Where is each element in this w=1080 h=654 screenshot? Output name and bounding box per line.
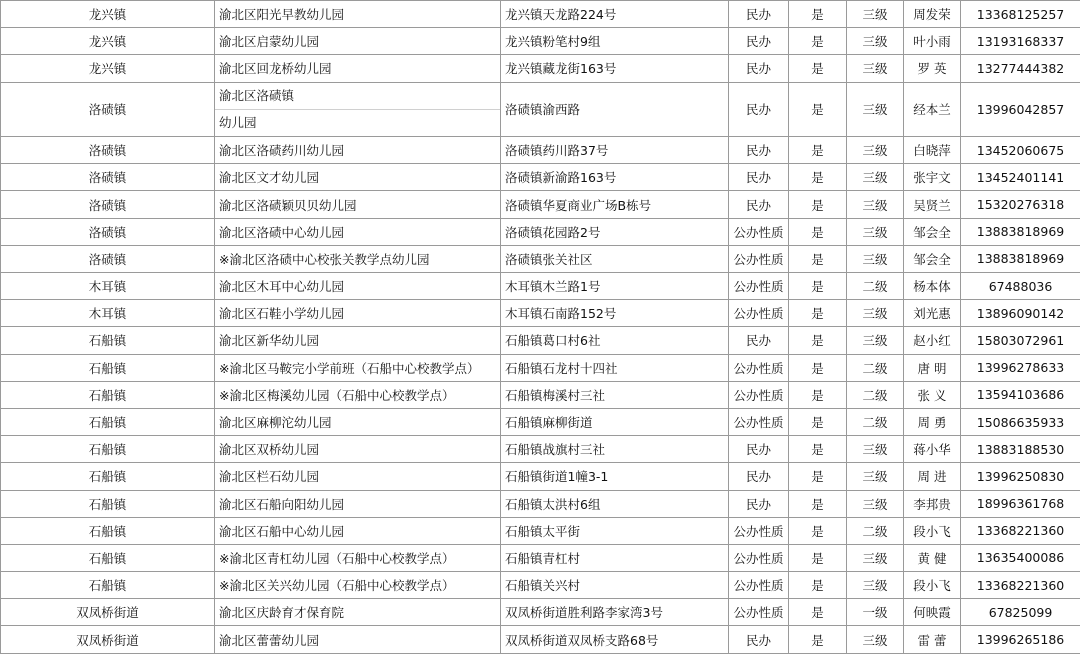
- cell-person: 罗 英: [904, 55, 961, 82]
- cell-grade: 三级: [847, 28, 904, 55]
- cell-person: 李邦贵: [904, 490, 961, 517]
- cell-yes: 是: [789, 1, 847, 28]
- cell-town: 石船镇: [1, 490, 215, 517]
- cell-phone: 13594103686: [961, 381, 1080, 408]
- cell-phone: 13368221360: [961, 572, 1080, 599]
- table-row: [1, 436, 1080, 463]
- cell-person: 白晓萍: [904, 137, 961, 164]
- cell-addr: 木耳镇木兰路1号: [501, 273, 729, 300]
- cell-person: 何映霞: [904, 599, 961, 626]
- cell-yes: 是: [789, 82, 847, 137]
- cell-phone: 13883188530: [961, 436, 1080, 463]
- cell-addr: 双凤桥街道胜利路李家湾3号: [501, 599, 729, 626]
- cell-town: 石船镇: [1, 354, 215, 381]
- cell-grade: 三级: [847, 490, 904, 517]
- cell-yes: 是: [789, 55, 847, 82]
- cell-addr: 龙兴镇藏龙街163号: [501, 55, 729, 82]
- cell-grade: 三级: [847, 137, 904, 164]
- cell-addr: 龙兴镇粉笔村9组: [501, 28, 729, 55]
- cell-phone: 13193168337: [961, 28, 1080, 55]
- cell-addr: 石船镇梅溪村三社: [501, 381, 729, 408]
- cell-yes: 是: [789, 354, 847, 381]
- cell-yes: 是: [789, 626, 847, 653]
- cell-nature: 公办性质: [729, 517, 789, 544]
- cell-addr: 石船镇战旗村三社: [501, 436, 729, 463]
- cell-nature: 公办性质: [729, 381, 789, 408]
- cell-grade: 三级: [847, 626, 904, 653]
- cell-person: 段小飞: [904, 517, 961, 544]
- table-row: [1, 381, 1080, 408]
- cell-person: 周 勇: [904, 408, 961, 435]
- cell-phone: 13996278633: [961, 354, 1080, 381]
- cell-grade: 三级: [847, 300, 904, 327]
- table-row: [1, 354, 1080, 381]
- table-row: [1, 28, 1080, 55]
- table-row: [1, 218, 1080, 245]
- cell-nature: 公办性质: [729, 300, 789, 327]
- cell-addr: 洛碛镇华夏商业广场B栋号: [501, 191, 729, 218]
- cell-person: 邹会全: [904, 245, 961, 272]
- cell-name: ※渝北区马鞍完小学前班（石船中心校教学点）: [215, 354, 501, 381]
- cell-town: 龙兴镇: [1, 1, 215, 28]
- cell-person: 周发荣: [904, 1, 961, 28]
- cell-grade: 一级: [847, 599, 904, 626]
- table-row: [1, 245, 1080, 272]
- table-row: [1, 408, 1080, 435]
- cell-yes: 是: [789, 599, 847, 626]
- cell-town: 龙兴镇: [1, 55, 215, 82]
- cell-name: 渝北区回龙桥幼儿园: [215, 55, 501, 82]
- cell-addr: 石船镇石龙村十四社: [501, 354, 729, 381]
- table-row: [1, 572, 1080, 599]
- cell-person: 吴贤兰: [904, 191, 961, 218]
- table-row: [1, 463, 1080, 490]
- cell-addr: 洛碛镇渝西路: [501, 82, 729, 137]
- cell-addr: 洛碛镇花园路2号: [501, 218, 729, 245]
- cell-grade: 三级: [847, 1, 904, 28]
- cell-person: 赵小红: [904, 327, 961, 354]
- cell-grade: 二级: [847, 408, 904, 435]
- cell-person: 经本兰: [904, 82, 961, 137]
- table-row: [1, 517, 1080, 544]
- cell-person: 张 义: [904, 381, 961, 408]
- cell-name: 渝北区栏石幼儿园: [215, 463, 501, 490]
- cell-addr: 石船镇葛口村6社: [501, 327, 729, 354]
- cell-nature: 民办: [729, 137, 789, 164]
- cell-person: 段小飞: [904, 572, 961, 599]
- cell-grade: 三级: [847, 327, 904, 354]
- table-row: [1, 82, 1080, 137]
- cell-name: [215, 82, 501, 137]
- cell-phone: 13368221360: [961, 517, 1080, 544]
- cell-addr: 石船镇太平街: [501, 517, 729, 544]
- cell-nature: 民办: [729, 164, 789, 191]
- table-row: [1, 191, 1080, 218]
- cell-person: 杨本体: [904, 273, 961, 300]
- cell-town: 双凤桥街道: [1, 626, 215, 653]
- cell-town: 石船镇: [1, 544, 215, 571]
- cell-phone: 18996361768: [961, 490, 1080, 517]
- cell-grade: 三级: [847, 218, 904, 245]
- cell-town: 石船镇: [1, 327, 215, 354]
- cell-nature: 民办: [729, 436, 789, 463]
- cell-nature: 民办: [729, 55, 789, 82]
- cell-name: ※渝北区梅溪幼儿园（石船中心校教学点）: [215, 381, 501, 408]
- cell-name: 渝北区洛碛中心幼儿园: [215, 218, 501, 245]
- table-row: [1, 273, 1080, 300]
- cell-yes: 是: [789, 490, 847, 517]
- cell-name: 渝北区蕾蕾幼儿园: [215, 626, 501, 653]
- cell-phone: 13896090142: [961, 300, 1080, 327]
- table-row: [1, 626, 1080, 653]
- cell-yes: 是: [789, 300, 847, 327]
- cell-name: 渝北区麻柳沱幼儿园: [215, 408, 501, 435]
- cell-nature: 民办: [729, 191, 789, 218]
- cell-yes: 是: [789, 218, 847, 245]
- cell-town: 双凤桥街道: [1, 599, 215, 626]
- cell-grade: 二级: [847, 354, 904, 381]
- cell-yes: 是: [789, 245, 847, 272]
- cell-addr: 石船镇青杠村: [501, 544, 729, 571]
- cell-yes: 是: [789, 273, 847, 300]
- cell-town: 石船镇: [1, 463, 215, 490]
- cell-town: 石船镇: [1, 436, 215, 463]
- cell-name: 渝北区启蒙幼儿园: [215, 28, 501, 55]
- cell-grade: 三级: [847, 544, 904, 571]
- cell-nature: 公办性质: [729, 408, 789, 435]
- table-row: [1, 137, 1080, 164]
- cell-nature: 民办: [729, 327, 789, 354]
- cell-addr: 洛碛镇张关社区: [501, 245, 729, 272]
- cell-person: 黄 健: [904, 544, 961, 571]
- cell-phone: 13368125257: [961, 1, 1080, 28]
- cell-name: 渝北区石船向阳幼儿园: [215, 490, 501, 517]
- cell-yes: 是: [789, 381, 847, 408]
- cell-yes: 是: [789, 137, 847, 164]
- cell-town: 洛碛镇: [1, 82, 215, 137]
- cell-grade: 二级: [847, 273, 904, 300]
- cell-phone: 15086635933: [961, 408, 1080, 435]
- cell-phone: 15320276318: [961, 191, 1080, 218]
- cell-yes: 是: [789, 572, 847, 599]
- cell-grade: 二级: [847, 517, 904, 544]
- cell-town: 木耳镇: [1, 300, 215, 327]
- table-row: [1, 1, 1080, 28]
- cell-grade: 三级: [847, 164, 904, 191]
- table-row: [1, 300, 1080, 327]
- cell-phone: 13277444382: [961, 55, 1080, 82]
- cell-person: 刘光惠: [904, 300, 961, 327]
- cell-name: ※渝北区青杠幼儿园（石船中心校教学点）: [215, 544, 501, 571]
- cell-person: 雷 蕾: [904, 626, 961, 653]
- cell-addr: 石船镇麻柳街道: [501, 408, 729, 435]
- cell-name-line2: 幼儿园: [219, 110, 496, 136]
- cell-nature: 民办: [729, 28, 789, 55]
- cell-town: 洛碛镇: [1, 191, 215, 218]
- cell-yes: 是: [789, 408, 847, 435]
- cell-name: 渝北区文才幼儿园: [215, 164, 501, 191]
- cell-name: 渝北区石船中心幼儿园: [215, 517, 501, 544]
- cell-town: 洛碛镇: [1, 245, 215, 272]
- cell-nature: 公办性质: [729, 544, 789, 571]
- cell-phone: 13452060675: [961, 137, 1080, 164]
- cell-town: 龙兴镇: [1, 28, 215, 55]
- table-row: [1, 490, 1080, 517]
- cell-nature: 公办性质: [729, 572, 789, 599]
- table-row: [1, 164, 1080, 191]
- cell-nature: 民办: [729, 1, 789, 28]
- cell-yes: 是: [789, 28, 847, 55]
- cell-town: 石船镇: [1, 408, 215, 435]
- cell-addr: 木耳镇石南路152号: [501, 300, 729, 327]
- cell-nature: 民办: [729, 82, 789, 137]
- cell-addr: 洛碛镇药川路37号: [501, 137, 729, 164]
- cell-phone: 67488036: [961, 273, 1080, 300]
- cell-person: 张宇文: [904, 164, 961, 191]
- cell-yes: 是: [789, 191, 847, 218]
- cell-grade: 三级: [847, 245, 904, 272]
- cell-nature: 公办性质: [729, 354, 789, 381]
- cell-person: 邹会全: [904, 218, 961, 245]
- cell-nature: 民办: [729, 626, 789, 653]
- cell-grade: 二级: [847, 381, 904, 408]
- cell-yes: 是: [789, 436, 847, 463]
- table-body: [1, 1, 1080, 654]
- table-row: [1, 599, 1080, 626]
- table-row: [1, 55, 1080, 82]
- table-row: [1, 327, 1080, 354]
- cell-phone: 13635400086: [961, 544, 1080, 571]
- cell-phone: 13883818969: [961, 245, 1080, 272]
- cell-nature: 民办: [729, 463, 789, 490]
- cell-name: ※渝北区关兴幼儿园（石船中心校教学点）: [215, 572, 501, 599]
- cell-phone: 13883818969: [961, 218, 1080, 245]
- cell-grade: 三级: [847, 572, 904, 599]
- cell-town: 石船镇: [1, 572, 215, 599]
- cell-name: 渝北区阳光早教幼儿园: [215, 1, 501, 28]
- table-row: [1, 544, 1080, 571]
- cell-name: 渝北区庆龄育才保育院: [215, 599, 501, 626]
- cell-name: 渝北区洛碛颖贝贝幼儿园: [215, 191, 501, 218]
- cell-nature: 公办性质: [729, 599, 789, 626]
- cell-nature: 民办: [729, 490, 789, 517]
- cell-town: 石船镇: [1, 517, 215, 544]
- cell-town: 洛碛镇: [1, 137, 215, 164]
- cell-addr: 洛碛镇新渝路163号: [501, 164, 729, 191]
- cell-yes: 是: [789, 544, 847, 571]
- cell-town: 石船镇: [1, 381, 215, 408]
- cell-nature: 公办性质: [729, 273, 789, 300]
- cell-phone: 15803072961: [961, 327, 1080, 354]
- cell-name: 渝北区双桥幼儿园: [215, 436, 501, 463]
- cell-nature: 公办性质: [729, 218, 789, 245]
- cell-yes: 是: [789, 517, 847, 544]
- cell-phone: 13996265186: [961, 626, 1080, 653]
- cell-name: 渝北区洛碛药川幼儿园: [215, 137, 501, 164]
- cell-phone: 67825099: [961, 599, 1080, 626]
- cell-yes: 是: [789, 164, 847, 191]
- cell-name: 渝北区新华幼儿园: [215, 327, 501, 354]
- cell-yes: 是: [789, 327, 847, 354]
- cell-addr: 石船镇关兴村: [501, 572, 729, 599]
- cell-addr: 双凤桥街道双凤桥支路68号: [501, 626, 729, 653]
- cell-addr: 龙兴镇天龙路224号: [501, 1, 729, 28]
- cell-grade: 三级: [847, 436, 904, 463]
- cell-name: 渝北区石鞋小学幼儿园: [215, 300, 501, 327]
- cell-phone: 13996042857: [961, 82, 1080, 137]
- cell-town: 洛碛镇: [1, 164, 215, 191]
- cell-person: 蒋小华: [904, 436, 961, 463]
- cell-name-line1: 渝北区洛碛镇: [215, 83, 500, 110]
- cell-addr: 石船镇太洪村6组: [501, 490, 729, 517]
- cell-grade: 三级: [847, 463, 904, 490]
- cell-town: 木耳镇: [1, 273, 215, 300]
- cell-phone: 13452401141: [961, 164, 1080, 191]
- cell-person: 周 进: [904, 463, 961, 490]
- cell-nature: 公办性质: [729, 245, 789, 272]
- cell-person: 叶小雨: [904, 28, 961, 55]
- cell-grade: 三级: [847, 191, 904, 218]
- cell-town: 洛碛镇: [1, 218, 215, 245]
- cell-grade: 三级: [847, 82, 904, 137]
- cell-name: ※渝北区洛碛中心校张关教学点幼儿园: [215, 245, 501, 272]
- cell-grade: 三级: [847, 55, 904, 82]
- cell-name: 渝北区木耳中心幼儿园: [215, 273, 501, 300]
- cell-addr: 石船镇街道1幢3-1: [501, 463, 729, 490]
- cell-phone: 13996250830: [961, 463, 1080, 490]
- cell-person: 唐 明: [904, 354, 961, 381]
- cell-yes: 是: [789, 463, 847, 490]
